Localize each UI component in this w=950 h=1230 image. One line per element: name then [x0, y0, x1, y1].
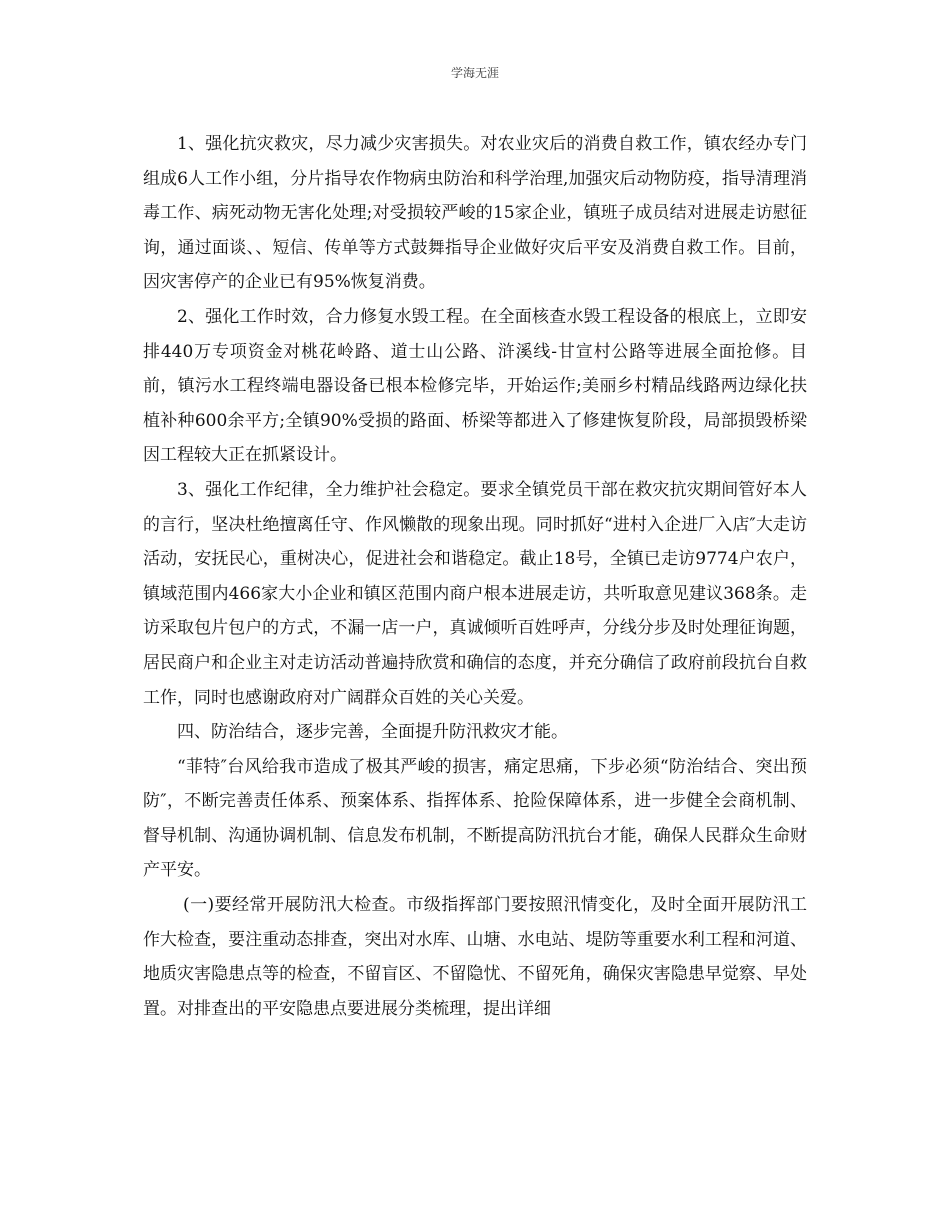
document-body	[143, 127, 807, 1026]
paragraph-disaster-relief: 1、强化抗灾救灾，尽力减少灾害损失。对农业灾后的消费自救工作，镇农经办专门组成6人工作小组，分片指导农作物病虫防治和科学治理,加强灾后动物防疫，指导清理消毒工作、病死动物无害化处理;对受损较严峻的15家企业，镇班子成员结对进展走访慰征询，通过面谈、、短信、传单等方式鼓舞指导企业做好灾后平安及消费自救工作。目前，因灾害停产的企业已有95%恢复消费。	[143, 134, 807, 293]
section-heading-prevention: 四、防治结合，逐步完善，全面提升防汛救灾才能。	[177, 722, 568, 743]
page-header: 学海无涯	[450, 66, 499, 80]
paragraph-typhoon: “菲特″台风给我市造成了极其严峻的损害，痛定思痛，下步必须“防治结合、突出预防″，不断完善责任体系、预案体系、指挥体系、抢险保障体系，进一步健全会商机制、督导机制、沟通协调机制、信息发布机制，不断提高防汛抗台才能，确保人民群众生命财产平安。	[143, 756, 807, 881]
paragraph-water-repair: 2、强化工作时效，合力修复水毁工程。在全面核查水毁工程设备的根底上，立即安排440万专项资金对桃花岭路、道士山公路、浒溪线-甘宣村公路等进展全面抢修。目前，镇污水工程终端电器设备已根本检修完毕，开始运作;美丽乡村精品线路两边绿化扶植补种600余平方;全镇90%受损的路面、桥梁等都进入了修建恢复阶段，局部损毁桥梁因工程较大正在抓紧设计。	[143, 306, 807, 466]
paragraph-work-discipline: 3、强化工作纪律，全力维护社会稳定。要求全镇党员干部在救灾抗灾期间管好本人的言行，坚决杜绝擅离任守、作风懒散的现象出现。同时抓好“进村入企进厂入店″大走访活动，安抚民心，重树决心，促进社会和谐稳定。截止18号，全镇已走访9774户农户，镇域范围内466家大小企业和镇区范围内商户根本进展走访，共听取意见建议368条。走访采取包片包户的方式，不漏一店一户，真诚倾听百姓呼声，分线分步及时处理征询题，居民商户和企业主对走访活动普遍持欣赏和确信的态度，并充分确信了政府前段抗台自救工作，同时也感谢政府对广阔群众百姓的关心关爱。	[143, 479, 807, 708]
paragraph-flood-inspection: (一)要经常开展防汛大检查。市级指挥部门要按照汛情变化，及时全面开展防汛工作大检查，要注重动态排查，突出对水库、山塘、水电站、堤防等重要水利工程和河道、地质灾害隐患点等的检查，不留盲区、不留隐忧、不留死角，确保灾害隐患早觉察、早处置。对排查出的平安隐患点要进展分类梳理，提出详细	[143, 895, 807, 1019]
